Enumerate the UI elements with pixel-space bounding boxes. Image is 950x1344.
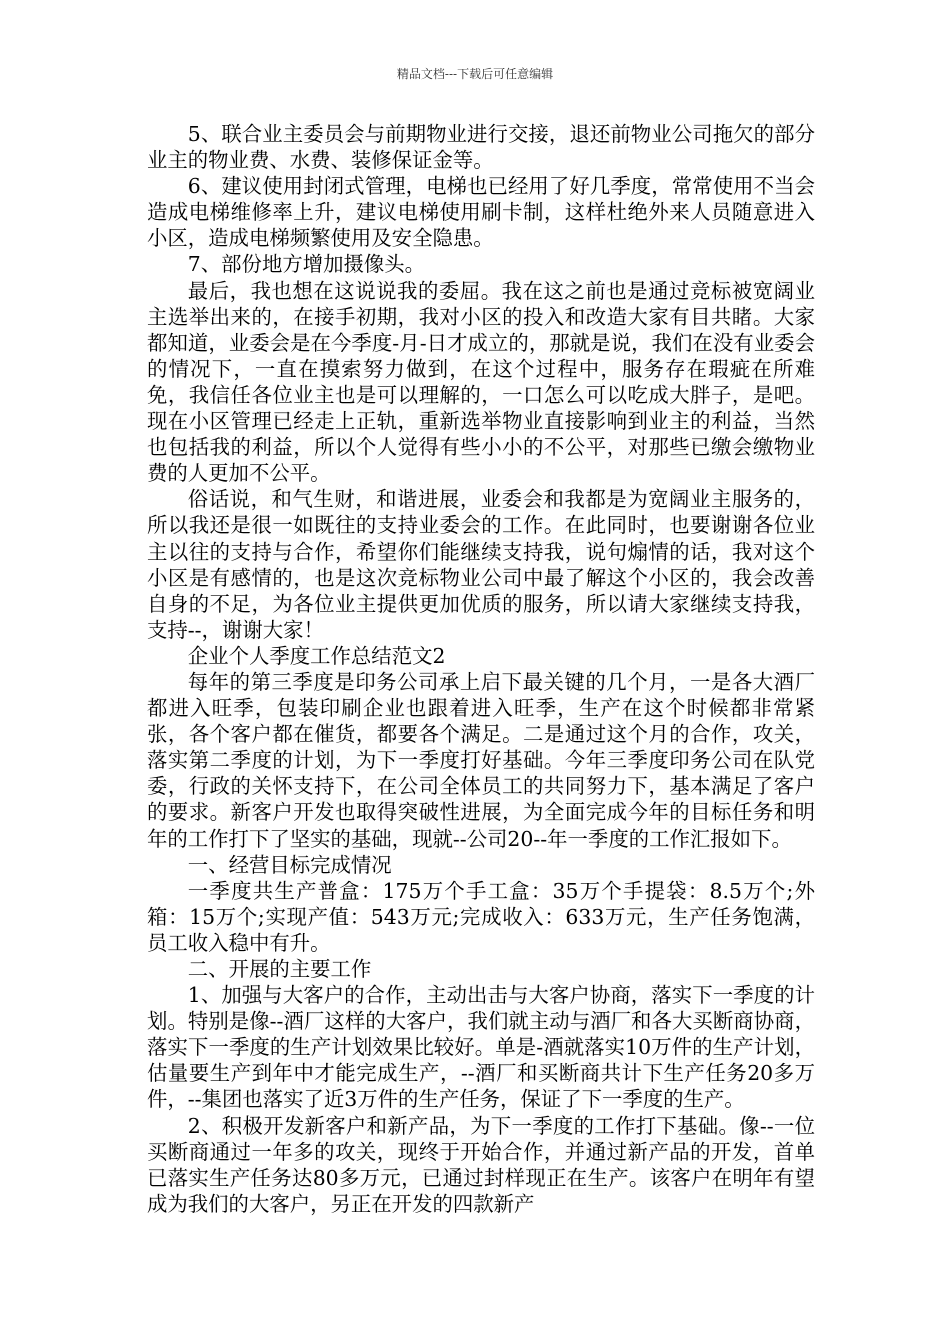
paragraph: 5、联合业主委员会与前期物业进行交接，退还前物业公司拖欠的部分业主的物业费、水费、装修保证金等。 xyxy=(147,122,815,173)
section-heading: 二、开展的主要工作 xyxy=(187,957,372,981)
paragraph: 7、部份地方增加摄像头。 xyxy=(187,252,426,277)
paragraph: 1、加强与大客户的合作，主动出击与大客户协商，落实下一季度的计划。特别是像--酒厂这样的大客户，我们就主动与酒厂和各大买断商协商，落实下一季度的生产计划效果比较好。单是-酒就落实10万件的生产计划，估量要生产到年中才能完成生产，--酒厂和买断商共计下生产任务20多万件，--集团也落实了近3万件的生产任务，保证了下一季度的生产。 xyxy=(147,983,815,1112)
page-header: 精品文档---下载后可任意编辑 xyxy=(396,67,554,81)
paragraph: 2、积极开发新客户和新产品，为下一季度的工作打下基础。像--一位买断商通过一年多的攻关，现终于开始合作，并通过新产品的开发，首单已落实生产任务达80多万元，已通过封样现正在生产。该客户在明年有望成为我们的大客户，另正在开发的四款新产 xyxy=(147,1113,815,1216)
section-title: 企业个人季度工作总结范文2 xyxy=(187,643,446,668)
paragraph: 俗话说，和气生财，和谐进展，业委会和我都是为宽阔业主服务的，所以我还是很一如既往的支持业委会的工作。在此同时，也要谢谢各位业主以往的支持与合作，希望你们能继续支持我，说句煽情的话，我对这个小区是有感情的，也是这次竞标物业公司中最了解这个小区的，我会改善自身的不足，为各位业主提供更加优质的服务，所以请大家继续支持我，支持--，谢谢大家！ xyxy=(147,487,815,642)
paragraph: 每年的第三季度是印务公司承上启下最关键的几个月，一是各大酒厂都进入旺季，包装印刷企业也跟着进入旺季，生产在这个时候都非常紧张，各个客户都在催货，都要各个满足。二是通过这个月的合作，攻关，落实第二季度的计划，为下一季度打好基础。今年三季度印务公司在队党委，行政的关怀支持下，在公司全体员工的共同努力下，基本满足了客户的要求。新客户开发也取得突破性进展，为全面完成今年的目标任务和明年的工作打下了坚实的基础，现就--公司20--年一季度的工作汇报如下。 xyxy=(147,669,815,851)
section-heading: 一、经营目标完成情况 xyxy=(187,852,392,877)
paragraph: 一季度共生产普盒：175万个手工盒：35万个手提袋：8.5万个;外箱：15万个;实现产值：543万元;完成收入：633万元，生产任务饱满，员工收入稳中有升。 xyxy=(147,878,815,955)
paragraph: 最后，我也想在这说说我的委屈。我在这之前也是通过竞标被宽阔业主选举出来的，在接手初期，我对小区的投入和改造大家有目共睹。大家都知道，业委会是在今季度-月-日才成立的，那就是说，我们在没有业委会的情况下，一直在摸索努力做到，在这个过程中，服务存在瑕疵在所难免，我信任各位业主也是可以理解的，一口怎么可以吃成大胖子，是吧。现在小区管理已经走上正轨，重新选举物业直接影响到业主的利益，当然也包括我的利益，所以个人觉得有些小小的不公平，对那些已缴会缴物业费的人更加不公平。 xyxy=(147,278,815,486)
paragraph: 6、建议使用封闭式管理，电梯也已经用了好几季度，常常使用不当会造成电梯维修率上升，建议电梯使用刷卡制，这样杜绝外来人员随意进入小区，造成电梯频繁使用及安全隐患。 xyxy=(147,174,815,251)
document-body xyxy=(147,121,815,1217)
